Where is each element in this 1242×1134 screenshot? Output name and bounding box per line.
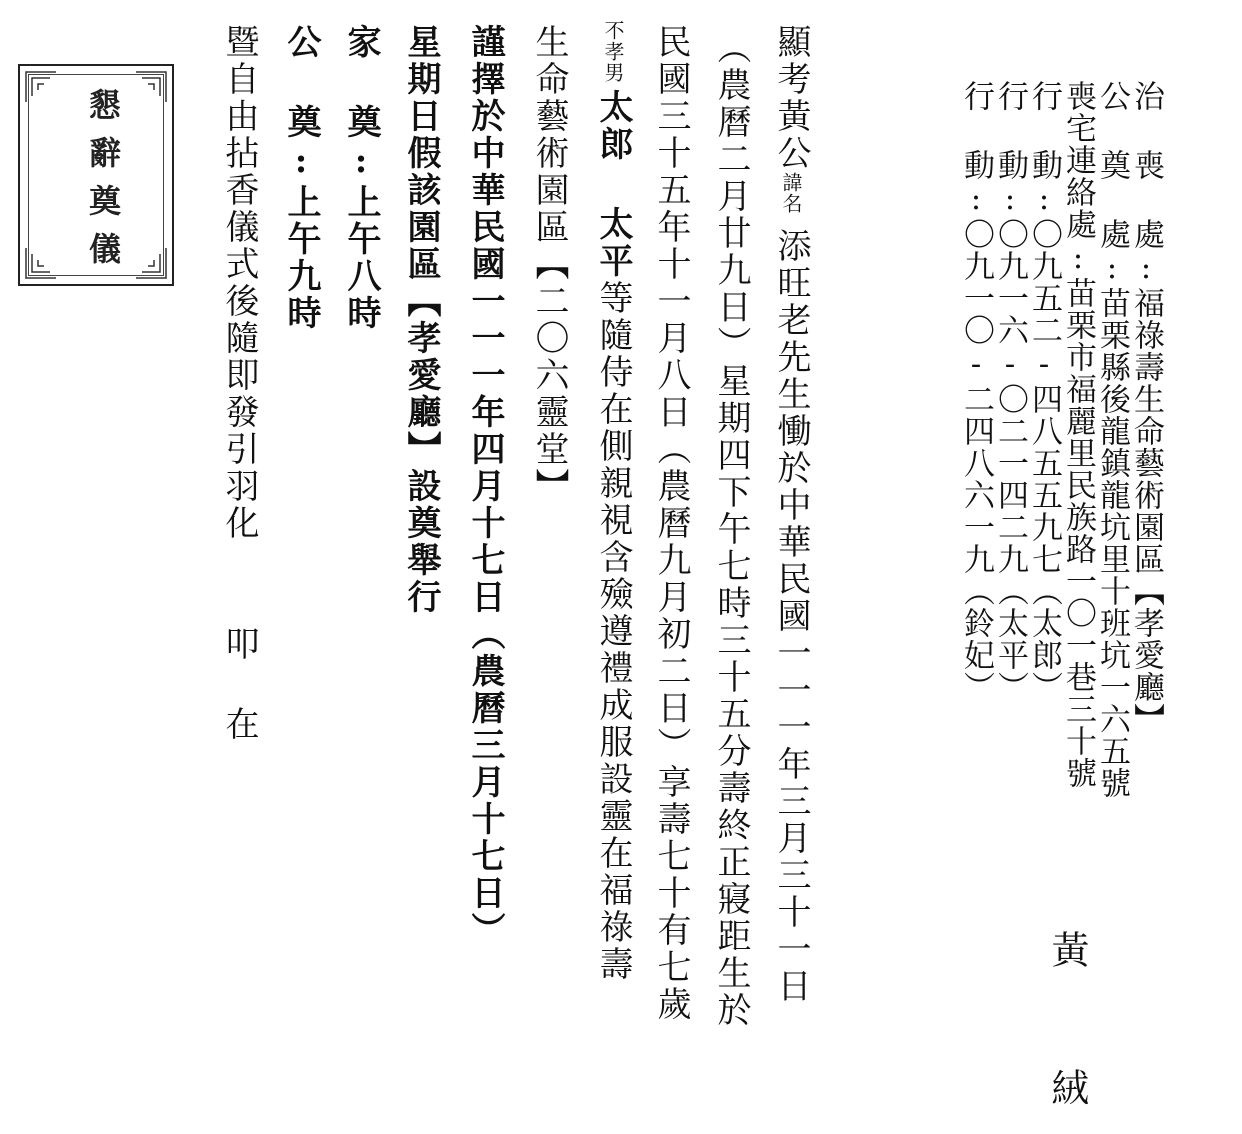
notice-col4-names: 太郎 太平: [593, 89, 633, 280]
corner-ornament-icon: [134, 246, 168, 280]
signature-name: 黃 絨: [1045, 930, 1089, 1134]
notice-col10-text: 暨自由拈香儀式後隨即發引羽化: [219, 24, 259, 542]
notice-column-4: [593, 20, 633, 983]
info-column-5: 行 動:〇九一六-〇二一四二九︵太平︶: [992, 80, 1028, 703]
corner-ornament-icon: [24, 246, 58, 280]
corner-ornament-icon: [24, 70, 58, 104]
notice-col1-rest: 添旺老先生慟於中華民國一一一年三月三十一日: [771, 228, 811, 1005]
notice-col4-small: 不孝男: [601, 20, 625, 83]
notice-column-8: 家 奠:上午八時: [341, 24, 381, 332]
notice-column-2: ︵農曆二月廿九日︶星期四下午七時三十五分壽終正寢距生於: [711, 30, 751, 1029]
notice-column-6: 謹擇於中華民國一一一年四月十七日︵農曆三月十七日︶: [465, 24, 505, 949]
info-column-4: 行 動:〇九五二-四八五五九七︵太郎︶: [1026, 80, 1062, 703]
notice-col10-end: 叩 在: [219, 626, 259, 743]
notice-column-7: 星期日假該園區【孝愛廳】設奠舉行: [401, 24, 441, 616]
info-column-6: 行 動:〇九一〇-二四八六一九︵鈴妃︶: [958, 80, 994, 703]
decline-gift-box: [18, 64, 174, 286]
notice-col1-small: 諱名: [779, 172, 803, 214]
notice-column-9: 公 奠:上午九時: [281, 24, 321, 332]
notice-column-5: 生命藝術園區【二〇六靈堂】: [529, 24, 569, 505]
notice-column-3: 民國三十五年十一月八日︵農曆九月初二日︶享壽七十有七歲: [651, 24, 691, 1023]
corner-ornament-icon: [134, 70, 168, 104]
info-column-2: 公 奠 處:苗栗縣後龍鎮龍坑里十班坑一六五號: [1094, 80, 1130, 799]
info-column-1: 治 喪 處:福祿壽生命藝術園區【孝愛廳】: [1128, 80, 1164, 735]
notice-col1-head: 顯考黃公: [771, 24, 811, 172]
box-title: 懇辭奠儀: [84, 88, 122, 280]
notice-column-1: [771, 24, 811, 1005]
notice-column-10: [219, 24, 259, 743]
notice-col4-rest: 等隨侍在側親視含殮遵禮成服設靈在福祿壽: [593, 280, 633, 983]
info-column-3: 喪宅連絡處:苗栗市福麗里民族路一〇一巷三十號: [1060, 80, 1096, 789]
